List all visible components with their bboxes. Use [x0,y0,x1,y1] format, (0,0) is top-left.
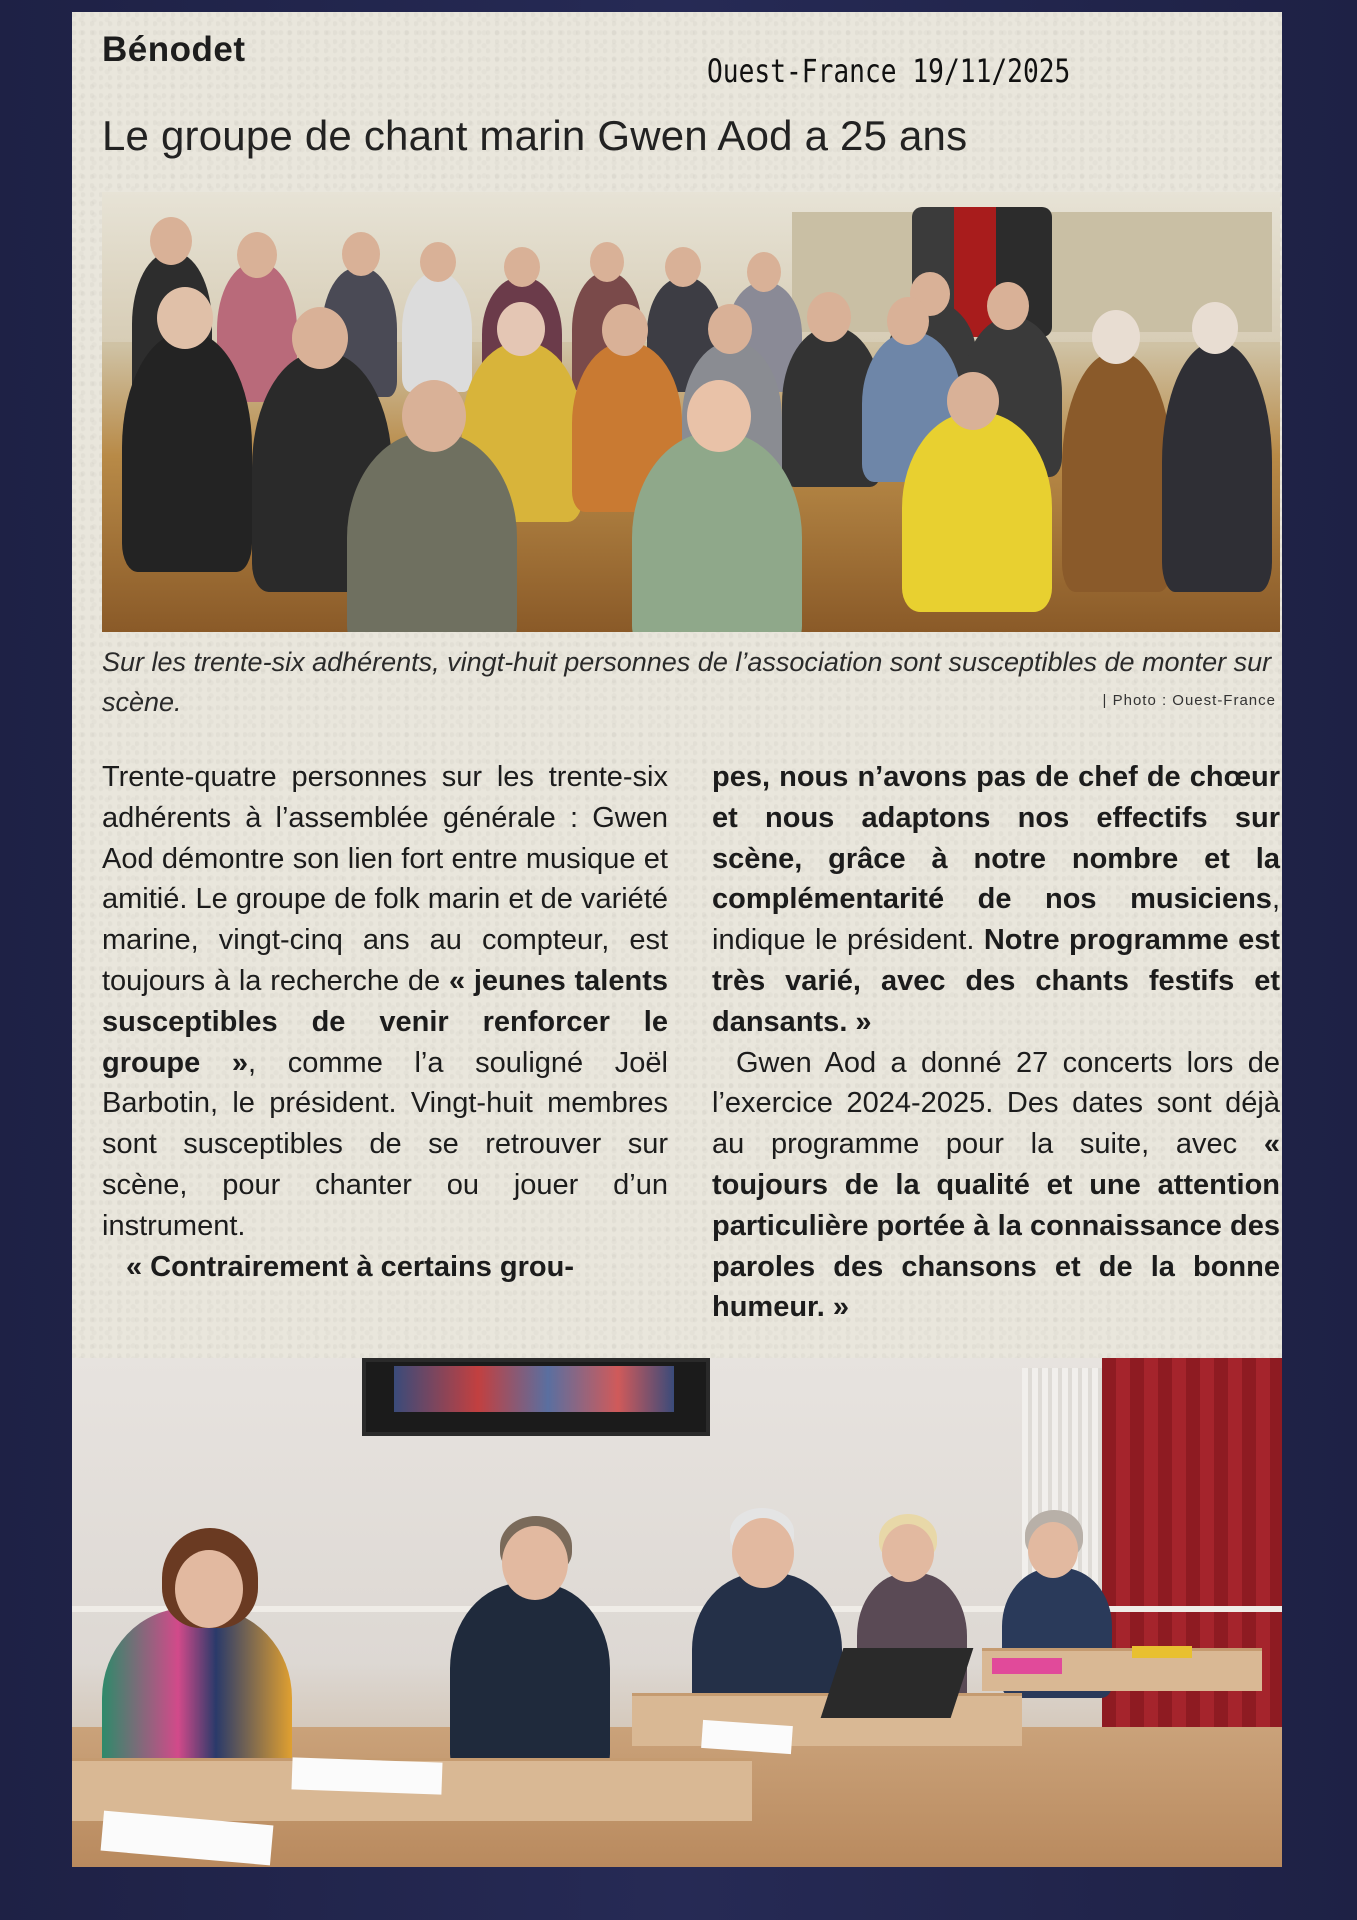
locality-label: Bénodet [102,30,246,69]
audience-member [1062,352,1172,592]
meeting-person [450,1583,610,1773]
meeting-photo [72,1358,1282,1867]
audience-member [122,332,252,572]
newspaper-clipping [72,12,1282,1358]
audience-head [342,232,380,276]
paper-sheet [291,1757,442,1794]
article-paragraph [712,1043,1280,1329]
audience-head [987,282,1029,330]
article-quote: Notre programme est très varié, avec des chants festifs et dansants. » [712,924,1280,1038]
audience-head [504,247,540,287]
article-quote: « jeunes talents susceptibles de venir renforcer le groupe » [102,964,668,1079]
article-text: Gwen Aod a donné 27 concerts lors de l’exercice 2024-2025. Des dates sont déjà au programme pour la suite, avec [712,1046,1280,1161]
photo-credit: | Photo : Ouest-France [1102,692,1276,709]
audience-head [1092,310,1140,364]
person-head [1028,1522,1078,1578]
person-head [175,1550,243,1628]
article-body [102,757,1282,1347]
audience-head [807,292,851,342]
audience-member [347,432,517,632]
article-text: , indique le président. [712,883,1280,957]
audience-member [902,412,1052,612]
person-head [882,1524,934,1582]
audience-head [497,302,545,356]
article-paragraph [102,757,668,1247]
article-quote: pes, nous n’avons pas de chef de chœur et nous adaptons nos effectifs sur scène, grâce à notre nombre et la complémentarité de nos musiciens [712,761,1280,916]
audience-head [590,242,624,282]
article-quote: « toujours de la qualité et une attention particulière portée à la connaissance des paroles des chansons et de la bonne humeur. » [712,1128,1280,1324]
photo-caption: Sur les trente-six adhérents, vingt-huit personnes de l’association sont susceptibles de monter sur scène. [102,647,1272,717]
screen-content [394,1366,674,1412]
wall-screen [362,1358,710,1436]
article-text: Trente-quatre personnes sur les trente-six adhérents à l’assemblée générale : Gwen Aod démontre son lien fort entre musique et amitié. Le groupe de folk marin et de variété marine, vingt-cinq ans au compteur, est toujours à la recherche de [102,761,668,997]
article-paragraph [712,757,1280,1043]
audience-head [157,287,213,349]
audience-head [887,297,929,345]
audience-head [420,242,456,282]
article-text: , comme l’a souligné Joël Barbotin, le président. Vingt-huit membres sont susceptibles de se retrouver sur scène, pour chanter ou jouer d’un instrument. [102,1046,668,1242]
article-quote: « Contrairement à certains grou- [126,1250,574,1283]
audience-head [708,304,752,354]
article-headline: Le groupe de chant marin Gwen Aod a 25 ans [102,112,968,159]
article-column-left [102,757,668,1287]
audience-member [402,272,472,392]
audience-head [665,247,701,287]
handwritten-source-note: Ouest-France 19/11/2025 [707,52,1071,90]
person-head [502,1526,568,1600]
laptop [821,1648,974,1718]
article-column-right [712,757,1280,1328]
audience-head [947,372,999,430]
audience-head [747,252,781,292]
audience-member [632,432,802,632]
audience-head [150,217,192,265]
audience-head [1192,302,1238,354]
audience-member [1162,342,1272,592]
audience-head [237,232,277,278]
audience-head [687,380,751,452]
audience-head [402,380,466,452]
yellow-flyer [1132,1646,1192,1658]
audience-photo [102,192,1280,632]
person-head [732,1518,794,1588]
pink-folder [992,1658,1062,1674]
audience-head [292,307,348,369]
audience-head [602,304,648,356]
